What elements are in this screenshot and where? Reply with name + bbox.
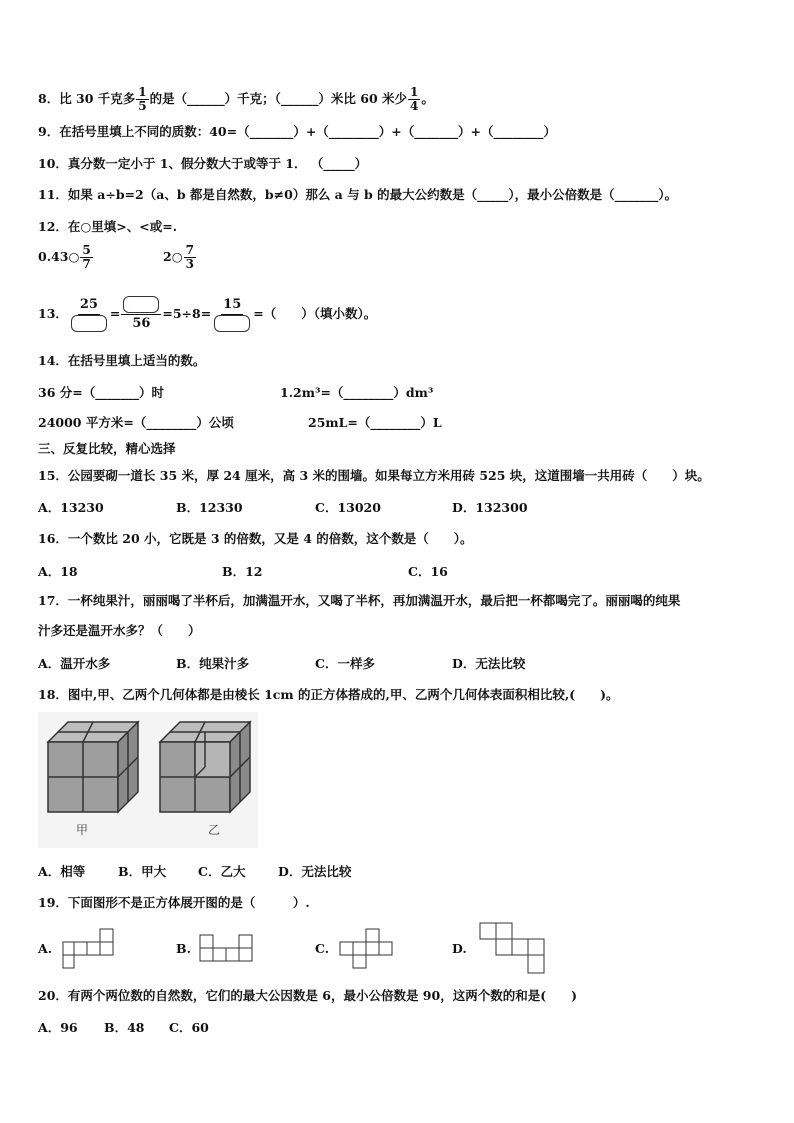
fraction-1-4 [408, 86, 420, 113]
question-13 [38, 296, 376, 333]
question-15: 15．公园要砌一道长 35 米，厚 24 厘米，高 3 米的围墙。如果每立方米用砖 525 块，这道围墙一共用砖（ ）块。 [38, 468, 710, 483]
q17-option-a[interactable]: A．温开水多 [38, 656, 111, 671]
q17-option-c[interactable]: C．一样多 [315, 656, 375, 671]
q14-item-d: 25mL=（________）L [308, 415, 442, 430]
q13-tail: =（ ）（填小数）。 [253, 306, 377, 321]
answer-blank[interactable] [214, 315, 250, 332]
q20-option-c[interactable]: C．60 [169, 1020, 209, 1035]
q19-option-d-label[interactable]: D. [452, 941, 467, 956]
frac-num: 15 [221, 296, 243, 315]
q13-number: 13． [38, 306, 68, 321]
q14-item-b: 1.2m³=（________）dm³ [280, 385, 434, 400]
q15-option-a[interactable]: A．13230 [38, 500, 104, 515]
question-8 [38, 86, 434, 113]
q15-option-c[interactable]: C．13020 [315, 500, 381, 515]
q18-option-d[interactable]: D．无法比较 [278, 864, 352, 879]
question-9: 9．在括号里填上不同的质数：40=（_______）+（________）+（_______）+（________） [38, 124, 556, 139]
label-jia: 甲 [76, 823, 89, 837]
q16-option-a[interactable]: A．18 [38, 564, 78, 579]
q16-option-c[interactable]: C．16 [408, 564, 448, 579]
frac-num: 1 [138, 85, 147, 99]
fraction-5-7 [80, 244, 92, 271]
q15-option-d[interactable]: D．132300 [452, 500, 528, 515]
q15-option-b[interactable]: B．12330 [176, 500, 243, 515]
question-18: 18．图中,甲、乙两个几何体都是由棱长 1cm 的正方体搭成的,甲、乙两个几何体表面积相比较,( )。 [38, 687, 619, 702]
fraction-1-5 [136, 86, 148, 113]
section-3-heading: 三、反复比较，精心选择 [38, 441, 176, 456]
q12-right-text: 2○ [163, 249, 183, 264]
question-11: 11．如果 a÷b=2（a、b 都是自然数，b≠0）那么 a 与 b 的最大公约数是（_____），最小公倍数是（_______）。 [38, 187, 678, 202]
q14-item-c: 24000 平方米=（________）公顷 [38, 415, 234, 430]
net-figure-c[interactable] [339, 928, 395, 970]
q19-option-c-label[interactable]: C. [315, 941, 330, 956]
frac-num: 1 [410, 85, 419, 99]
frac-den-blank [69, 315, 109, 333]
question-16: 16．一个数比 20 小，它既是 3 的倍数，又是 4 的倍数，这个数是（ ）。 [38, 531, 473, 546]
net-figure-d[interactable] [479, 922, 549, 976]
q8-text-c: 。 [421, 91, 434, 106]
question-12-left [38, 244, 94, 271]
q16-option-b[interactable]: B．12 [222, 564, 263, 579]
frac-num: 25 [78, 296, 100, 315]
question-14-title: 14．在括号里填上适当的数。 [38, 353, 206, 368]
frac-num-blank [121, 296, 161, 315]
cube-figures-image [38, 712, 258, 848]
net-figure-a[interactable] [62, 928, 118, 970]
q14-item-a: 36 分=（_______）时 [38, 385, 164, 400]
q13-middle: =5÷8= [162, 306, 212, 321]
frac-den: 5 [138, 99, 147, 113]
answer-blank[interactable] [123, 296, 159, 313]
frac-den-blank [212, 315, 252, 333]
solid-yi [160, 722, 250, 812]
answer-blank[interactable] [71, 315, 107, 332]
q12-left-text: 0.43○ [38, 249, 80, 264]
fraction-blank-56 [121, 296, 161, 333]
frac-num: 5 [82, 243, 91, 257]
q19-option-b-label[interactable]: B. [176, 941, 191, 956]
fraction-15-blank [212, 296, 252, 333]
q8-text-b: 的是（______）千克；（______）米比 60 米少 [149, 91, 408, 106]
frac-den: 7 [82, 257, 91, 271]
q20-option-b[interactable]: B．48 [104, 1020, 145, 1035]
question-12-title: 12．在○里填>、<或=. [38, 219, 178, 234]
frac-den: 3 [185, 257, 194, 271]
question-10: 10．真分数一定小于 1、假分数大于或等于 1． （_____） [38, 156, 368, 171]
q19-option-a-label[interactable]: A. [38, 941, 53, 956]
question-20: 20．有两个两位数的自然数，它们的最大公因数是 6，最小公倍数是 90，这两个数的和是( ) [38, 988, 578, 1003]
fraction-25-blank [69, 296, 109, 333]
question-12-right [163, 244, 197, 271]
frac-den: 4 [410, 99, 419, 113]
q18-option-a[interactable]: A．相等 [38, 864, 86, 879]
q17-option-d[interactable]: D．无法比较 [452, 656, 526, 671]
q8-text-a: 8．比 30 千克多 [38, 91, 136, 106]
solid-jia [48, 722, 138, 812]
frac-num: 7 [185, 243, 194, 257]
question-19: 19．下面图形不是正方体展开图的是（ ）. [38, 895, 310, 910]
label-yi: 乙 [208, 823, 221, 837]
equals-sign: = [109, 306, 121, 321]
q18-option-c[interactable]: C．乙大 [198, 864, 246, 879]
q17-option-b[interactable]: B．纯果汁多 [176, 656, 250, 671]
net-figure-b[interactable] [199, 934, 255, 964]
question-17-line1: 17．一杯纯果汁，丽丽喝了半杯后，加满温开水，又喝了半杯，再加满温开水，最后把一杯都喝完了。丽丽喝的纯果 [38, 593, 681, 608]
question-17-line2: 汁多还是温开水多？（ ） [38, 623, 201, 638]
q20-option-a[interactable]: A．96 [38, 1020, 78, 1035]
fraction-7-3 [184, 244, 196, 271]
q18-option-b[interactable]: B．甲大 [118, 864, 167, 879]
frac-den: 56 [132, 316, 151, 331]
